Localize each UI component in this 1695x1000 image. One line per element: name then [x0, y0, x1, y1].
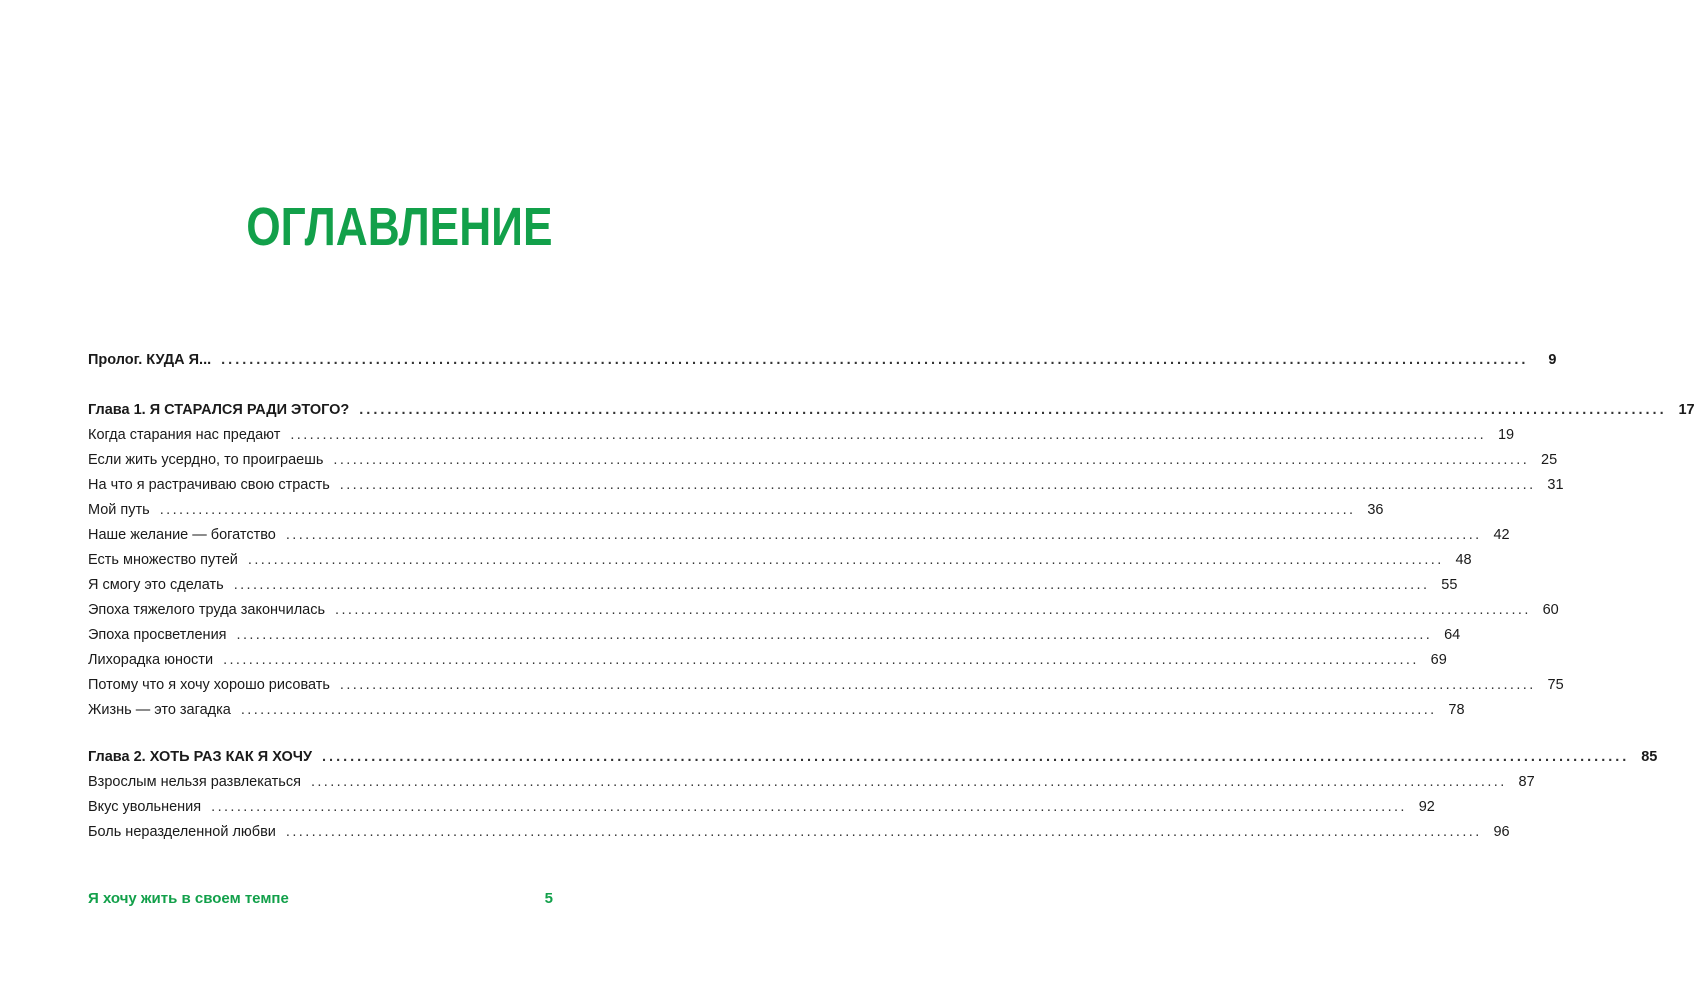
toc-entry-page: 85 [1641, 749, 1658, 765]
toc-entry-page: 75 [1547, 677, 1564, 693]
toc-entry-page: 42 [1493, 527, 1510, 543]
dot-leader: .......................................................................................................................................................................................... [285, 527, 1482, 543]
toc-entry-page: 96 [1493, 824, 1510, 840]
toc-entry-label: Когда старания нас предают [88, 427, 281, 443]
toc-entry-label: Лихорадка юности [88, 652, 214, 668]
page-number: 5 [544, 890, 553, 907]
dot-leader: .......................................................................................................................................................................................... [322, 749, 1630, 765]
dot-leader: .......................................................................................................................................................................................... [233, 577, 1430, 593]
dot-leader: .......................................................................................................................................................................................... [223, 652, 1419, 668]
toc-entry-label: Я смогу это сделать [88, 577, 224, 593]
toc-entry[interactable] [88, 698, 1465, 722]
toc-entry[interactable] [88, 795, 1435, 819]
page-title: ОГЛАВЛЕНИЕ [246, 197, 553, 257]
dot-leader: .......................................................................................................................................................................................... [240, 702, 1437, 718]
toc-entry-label: Глава 1. Я СТАРАЛСЯ РАДИ ЭТОГО? [88, 402, 350, 418]
toc-entry-page: 25 [1541, 452, 1558, 468]
toc-entry-page: 64 [1444, 627, 1461, 643]
dot-leader: .......................................................................................................................................................................................... [285, 824, 1482, 840]
toc-entry-page: 36 [1367, 502, 1384, 518]
toc-entry-page: 60 [1542, 602, 1559, 618]
toc-entry-label: Боль неразделенной любви [88, 824, 276, 840]
toc-entry[interactable] [88, 498, 1384, 522]
toc-entry-label: Потому что я хочу хорошо рисовать [88, 677, 330, 693]
toc-entry[interactable] [88, 423, 1515, 447]
toc-entry-page: 69 [1430, 652, 1447, 668]
dot-leader: .......................................................................................................................................................................................... [310, 774, 1507, 790]
dot-leader: .......................................................................................................................................................................................... [339, 477, 1536, 493]
toc-entry-page: 31 [1547, 477, 1564, 493]
dot-leader: .......................................................................................................................................................................................... [335, 602, 1531, 618]
toc-entry-page: 78 [1448, 702, 1465, 718]
toc-entry[interactable] [88, 648, 1447, 672]
dot-leader: .......................................................................................................................................................................................... [290, 427, 1487, 443]
toc-entry-page: 9 [1548, 352, 1557, 368]
dot-leader: .......................................................................................................................................................................................... [247, 552, 1444, 568]
toc-entry-page: 87 [1518, 774, 1535, 790]
dot-leader: .......................................................................................................................................................................................... [211, 799, 1407, 815]
toc-entry[interactable] [88, 548, 1472, 572]
toc-entry-page: 17 [1678, 402, 1695, 418]
dot-leader: .......................................................................................................................................................................................... [359, 402, 1667, 418]
toc-entry[interactable] [88, 573, 1458, 597]
toc-entry-chapter-2[interactable] [88, 745, 1658, 769]
running-footer-title: Я хочу жить в своем темпе [88, 890, 289, 907]
toc-entry-label: На что я растрачиваю свою страсть [88, 477, 330, 493]
toc-entry[interactable] [88, 820, 1510, 844]
dot-leader: .......................................................................................................................................................................................... [333, 452, 1530, 468]
toc-entry[interactable] [88, 473, 1564, 497]
toc-entry-label: Пролог. КУДА Я... [88, 352, 212, 368]
toc-entry-label: Наше желание — богатство [88, 527, 276, 543]
toc-entry[interactable] [88, 523, 1510, 547]
toc-entry-label: Жизнь — это загадка [88, 702, 231, 718]
toc-entry-label: Если жить усердно, то проиграешь [88, 452, 324, 468]
toc-entry-label: Глава 2. ХОТЬ РАЗ КАК Я ХОЧУ [88, 749, 313, 765]
toc-entry-page: 55 [1441, 577, 1458, 593]
toc-entry-page: 48 [1455, 552, 1472, 568]
dot-leader: .......................................................................................................................................................................................... [236, 627, 1433, 643]
dot-leader: .......................................................................................................................................................................................... [159, 502, 1356, 518]
dot-leader: .......................................................................................................................................................................................... [221, 352, 1529, 368]
toc-entry-label: Эпоха тяжелого труда закончилась [88, 602, 326, 618]
toc-entry-prologue[interactable] [88, 348, 1557, 372]
toc-entry[interactable] [88, 598, 1559, 622]
toc-entry-chapter-1[interactable] [88, 398, 1695, 422]
toc-entry-label: Есть множество путей [88, 552, 238, 568]
toc-entry[interactable] [88, 770, 1535, 794]
dot-leader: .......................................................................................................................................................................................... [339, 677, 1536, 693]
toc-entry[interactable] [88, 673, 1564, 697]
toc-entry-label: Мой путь [88, 502, 150, 518]
toc-entry[interactable] [88, 623, 1461, 647]
toc-entry-label: Эпоха просветления [88, 627, 227, 643]
toc-entry-page: 92 [1418, 799, 1435, 815]
toc-entry[interactable] [88, 448, 1558, 472]
toc-entry-label: Взрослым нельзя развлекаться [88, 774, 301, 790]
toc-entry-label: Вкус увольнения [88, 799, 202, 815]
toc-entry-page: 19 [1497, 427, 1515, 443]
